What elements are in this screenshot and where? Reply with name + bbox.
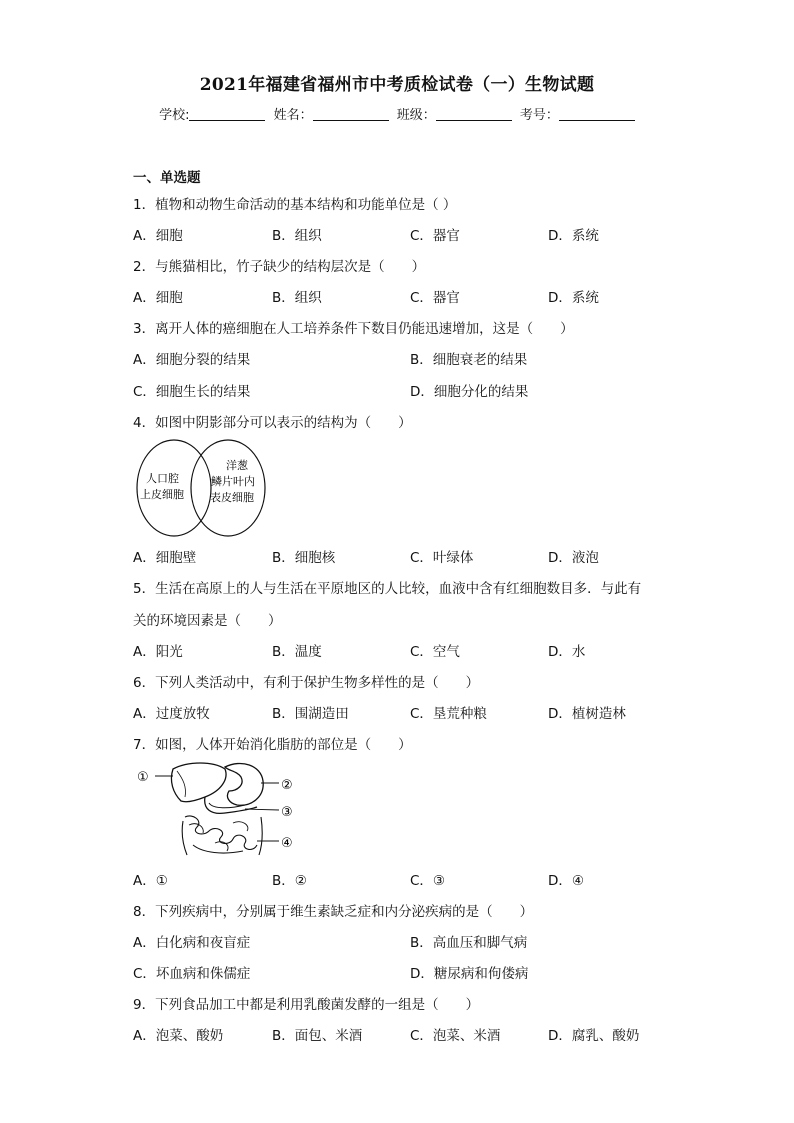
q6-option-d[interactable]: D．植树造林 [548, 706, 626, 722]
q8-option-c[interactable]: C．坏血病和侏儒症 [133, 966, 251, 982]
q2-option-b[interactable]: B．组织 [272, 290, 322, 306]
q6-option-a[interactable]: A．过度放牧 [133, 706, 210, 722]
liver-shape [171, 763, 226, 802]
question-4-stem: 4．如图中阴影部分可以表示的结构为（ ） [133, 415, 412, 431]
q5-option-a[interactable]: A．阳光 [133, 644, 183, 660]
question-5-stem: 5．生活在高原上的人与生活在平原地区的人比较，血液中含有红细胞数目多．与此有 [133, 581, 642, 597]
question-3-stem: 3．离开人体的癌细胞在人工培养条件下数目仍能迅速增加，这是（ ） [133, 321, 574, 337]
q4-option-c[interactable]: C．叶绿体 [410, 550, 474, 566]
marker-2: ② [281, 778, 293, 793]
venn-right-label-1: 洋葱 [226, 459, 248, 472]
school-blank[interactable] [189, 108, 265, 121]
q8-option-b[interactable]: B．高血压和脚气病 [410, 935, 528, 951]
q7-option-b[interactable]: B．② [272, 873, 307, 889]
q1-option-a[interactable]: A．细胞 [133, 228, 183, 244]
q2-option-d[interactable]: D．系统 [548, 290, 599, 306]
page-title: 2021年福建省福州市中考质检试卷（一）生物试题 [199, 75, 595, 95]
name-blank[interactable] [313, 108, 389, 121]
q1-option-d[interactable]: D．系统 [548, 228, 599, 244]
q8-option-a[interactable]: A．白化病和夜盲症 [133, 935, 251, 951]
question-1-stem: 1．植物和动物生命活动的基本结构和功能单位是（ ） [133, 197, 457, 213]
q7-option-d[interactable]: D．④ [548, 873, 584, 889]
exam-number-blank[interactable] [559, 108, 635, 121]
q9-option-c[interactable]: C．泡菜、米酒 [410, 1028, 501, 1044]
class-label: 班级： [396, 108, 436, 123]
q9-option-a[interactable]: A．泡菜、酸奶 [133, 1028, 224, 1044]
q4-option-a[interactable]: A．细胞壁 [133, 550, 197, 566]
q3-option-b[interactable]: B．细胞衰老的结果 [410, 352, 528, 368]
digestive-system-diagram [133, 757, 303, 859]
marker-4: ④ [281, 836, 293, 851]
question-8-stem: 8．下列疾病中，分别属于维生素缺乏症和内分泌疾病的是（ ） [133, 904, 534, 920]
q6-option-b[interactable]: B．围湖造田 [272, 706, 349, 722]
name-label: 姓名： [273, 108, 313, 123]
q7-option-c[interactable]: C．③ [410, 873, 446, 889]
q9-option-b[interactable]: B．面包、米酒 [272, 1028, 363, 1044]
exam-number-label: 考号： [519, 108, 559, 123]
stomach-shape [225, 763, 263, 805]
venn-diagram [133, 436, 268, 540]
question-6-stem: 6．下列人类活动中，有利于保护生物多样性的是（ ） [133, 675, 480, 691]
question-2-stem: 2．与熊猫相比，竹子缺少的结构层次是（ ） [133, 259, 426, 275]
q1-option-b[interactable]: B．组织 [272, 228, 322, 244]
q5-option-d[interactable]: D．水 [548, 644, 586, 660]
q4-option-b[interactable]: B．细胞核 [272, 550, 336, 566]
question-7-stem: 7．如图，人体开始消化脂肪的部位是（ ） [133, 737, 412, 753]
marker-1: ① [137, 770, 149, 785]
intestine-shape [182, 816, 262, 855]
q3-option-a[interactable]: A．细胞分裂的结果 [133, 352, 251, 368]
venn-right-label-3: 表皮细胞 [210, 491, 254, 504]
q9-option-d[interactable]: D．腐乳、酸奶 [548, 1028, 640, 1044]
question-5-stem-cont: 关的环境因素是（ ） [133, 613, 282, 629]
q5-option-b[interactable]: B．温度 [272, 644, 322, 660]
q7-option-a[interactable]: A．① [133, 873, 168, 889]
section-heading: 一、单选题 [133, 170, 201, 186]
q5-option-c[interactable]: C．空气 [410, 644, 460, 660]
venn-left-label-2: 上皮细胞 [140, 488, 184, 501]
q1-option-c[interactable]: C．器官 [410, 228, 460, 244]
question-9-stem: 9．下列食品加工中都是利用乳酸菌发酵的一组是（ ） [133, 997, 480, 1013]
marker-3: ③ [281, 805, 293, 820]
school-label: 学校: [159, 108, 190, 123]
q8-option-d[interactable]: D．糖尿病和佝偻病 [410, 966, 529, 982]
q4-option-d[interactable]: D．液泡 [548, 550, 599, 566]
venn-left-label-1: 人口腔 [146, 472, 179, 485]
q2-option-c[interactable]: C．器官 [410, 290, 460, 306]
q6-option-c[interactable]: C．垦荒种粮 [410, 706, 487, 722]
q3-option-c[interactable]: C．细胞生长的结果 [133, 384, 251, 400]
q2-option-a[interactable]: A．细胞 [133, 290, 183, 306]
venn-right-label-2: 鳞片叶内 [211, 475, 255, 488]
class-blank[interactable] [436, 108, 512, 121]
student-info-row [0, 104, 794, 123]
q3-option-d[interactable]: D．细胞分化的结果 [410, 384, 529, 400]
